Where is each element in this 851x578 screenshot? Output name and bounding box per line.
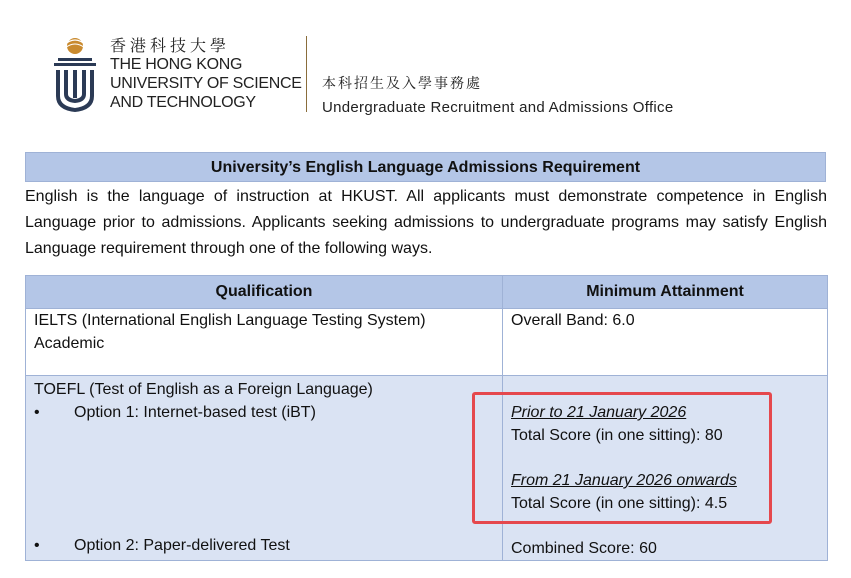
- university-name: [110, 36, 302, 112]
- office-name-zh: 本科招生及入學事務處: [322, 76, 482, 92]
- letterhead: [0, 0, 851, 130]
- university-name-en-line-1: THE HONG KONG: [110, 56, 243, 73]
- header-qualification: Qualification: [26, 276, 503, 309]
- office-name: [322, 72, 674, 120]
- ielts-qualification-line-2: Academic: [34, 335, 105, 352]
- office-name-en: Undergraduate Recruitment and Admissions Office: [322, 99, 674, 116]
- bullet-icon: •: [34, 404, 40, 421]
- ielts-attainment-cell: Overall Band: 6.0: [503, 309, 828, 376]
- option-2-combined-score: Combined Score: 60: [511, 540, 657, 557]
- intro-paragraph: English is the language of instruction at HKUST. All applicants must demonstrate competence in English Language prior to admissions. Applicants seeking admissions to undergraduate programs may satisfy English Language requirement through one of the following ways.: [25, 188, 827, 257]
- toefl-option-1: Option 1: Internet-based test (iBT): [74, 404, 316, 421]
- bullet-icon: •: [34, 537, 40, 554]
- hkust-emblem-icon: [50, 36, 100, 114]
- table-row-ielts: [26, 309, 828, 376]
- highlight-box: [472, 392, 772, 524]
- toefl-qualification: TOEFL (Test of English as a Foreign Language): [34, 381, 373, 398]
- toefl-option-2: Option 2: Paper-delivered Test: [74, 537, 290, 554]
- list-item: [34, 401, 494, 424]
- table-header-row: [26, 276, 828, 309]
- ielts-qualification-line-1: IELTS (International English Language Testing System): [34, 312, 426, 329]
- university-name-en-line-3: AND TECHNOLOGY: [110, 94, 256, 111]
- header-minimum-attainment: Minimum Attainment: [503, 276, 828, 309]
- ielts-qualification-cell: [26, 309, 503, 376]
- prior-date-heading: Prior to 21 January 2026: [511, 404, 687, 421]
- prior-total-score: Total Score (in one sitting): 80: [511, 427, 723, 444]
- section-title: University’s English Language Admissions Requirement: [25, 152, 826, 182]
- header-divider: [306, 36, 307, 112]
- university-name-en-line-2: UNIVERSITY OF SCIENCE: [110, 75, 302, 92]
- university-name-zh: 香港科技大學: [110, 36, 231, 55]
- toefl-qualification-cell: [26, 376, 503, 561]
- from-total-score: Total Score (in one sitting): 4.5: [511, 495, 728, 512]
- spacer: [34, 424, 494, 534]
- list-item: [34, 534, 494, 557]
- from-date-heading: From 21 January 2026 onwards: [511, 472, 737, 489]
